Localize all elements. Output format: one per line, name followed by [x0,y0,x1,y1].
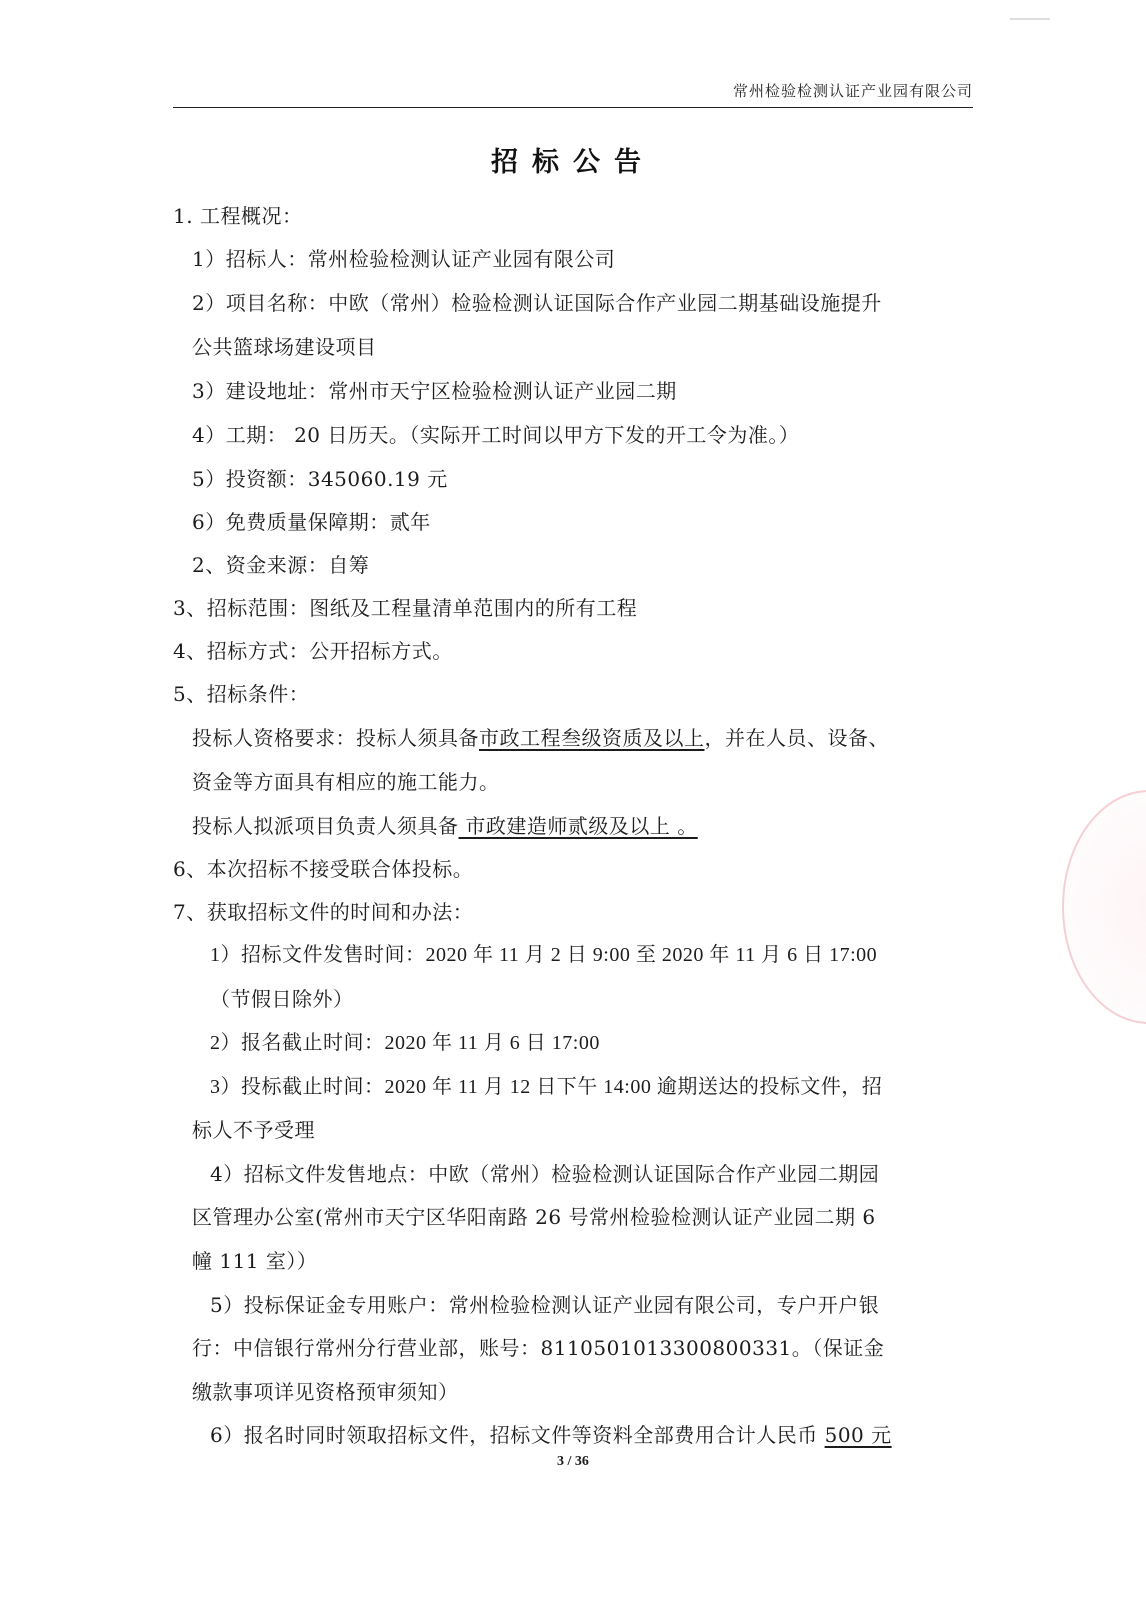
sale-time-line-2: （节假日除外） [210,987,354,1011]
qualification-line-2: 资金等方面具有相应的施工能力。 [192,770,500,794]
bid-deadline-line-2: 标人不予受理 [192,1118,315,1142]
project-name-line-2: 公共篮球场建设项目 [192,335,377,359]
sale-time-line-1: 1）招标文件发售时间：2020 年 11 月 2 日 9:00 至 2020 年 11 月 6 日 17:00 [210,944,878,966]
project-manager-requirement-line [192,812,698,840]
qualification-grade: 市政工程叁级资质及以上 [479,726,705,750]
tenderer-line: 1）招标人：常州检验检测认证产业园有限公司 [192,247,616,271]
qualification-requirement-line [192,724,889,752]
site-address-line: 3）建设地址：常州市天宁区检验检测认证产业园二期 [192,379,677,403]
company-seal-stamp [1062,790,1146,1024]
funding-source-line: 2、资金来源：自筹 [192,553,370,577]
no-consortium-line: 6、本次招标不接受联合体投标。 [173,857,474,881]
header-company-name: 常州检验检测认证产业园有限公司 [732,82,973,100]
qualification-prefix: 投标人资格要求：投标人须具备 [192,726,479,750]
document-fee-prefix: 6）报名时同时领取招标文件，招标文件等资料全部费用合计人民币 [210,1423,825,1447]
deposit-account-line-2: 行：中信银行常州分行营业部，账号：8110501013300800331。（保证金 [192,1336,885,1360]
manager-prefix: 投标人拟派项目负责人须具备 [192,814,459,838]
sale-location-line-1: 4）招标文件发售地点：中欧（常州）检验检测认证国际合作产业园二期园 [210,1162,880,1186]
document-fee-amount: 500 元 [824,1423,892,1447]
warranty-line: 6）免费质量保障期：贰年 [192,510,431,534]
registration-deadline-line: 2）报名截止时间：2020 年 11 月 6 日 17:00 [210,1032,600,1054]
document-title: 招标公告 [491,147,655,178]
section-7-heading: 7、获取招标文件的时间和办法： [173,900,474,924]
manager-grade: 市政建造师贰级及以上 。 [458,814,698,838]
section-5-heading: 5、招标条件： [173,682,310,706]
scan-artifact [1010,18,1050,20]
investment-line: 5）投资额：345060.19 元 [192,467,448,491]
deposit-account-line-3: 缴款事项详见资格预审须知） [192,1380,459,1404]
sale-location-line-2: 区管理办公室(常州市天宁区华阳南路 26 号常州检验检测认证产业园二期 6 [192,1205,876,1229]
qualification-suffix: ，并在人员、设备、 [704,726,889,750]
bid-method-line: 4、招标方式：公开招标方式。 [173,639,453,663]
header-divider [173,107,973,108]
section-1-heading: 1. 工程概况： [173,204,303,228]
project-name-line-1: 2）项目名称：中欧（常州）检验检测认证国际合作产业园二期基础设施提升 [192,291,882,315]
document-fee-line [210,1421,892,1449]
duration-line: 4）工期： 20 日历天。（实际开工时间以甲方下发的开工令为准。） [192,423,800,447]
bid-deadline-line-1: 3）投标截止时间：2020 年 11 月 12 日下午 14:00 逾期送达的投标文件，招 [210,1076,883,1098]
sale-location-line-3: 幢 111 室）） [192,1249,318,1273]
bid-scope-line: 3、招标范围：图纸及工程量清单范围内的所有工程 [173,596,638,620]
page-number: 3 / 36 [557,1454,589,1469]
deposit-account-line-1: 5）投标保证金专用账户：常州检验检测认证产业园有限公司，专户开户银 [210,1293,880,1317]
